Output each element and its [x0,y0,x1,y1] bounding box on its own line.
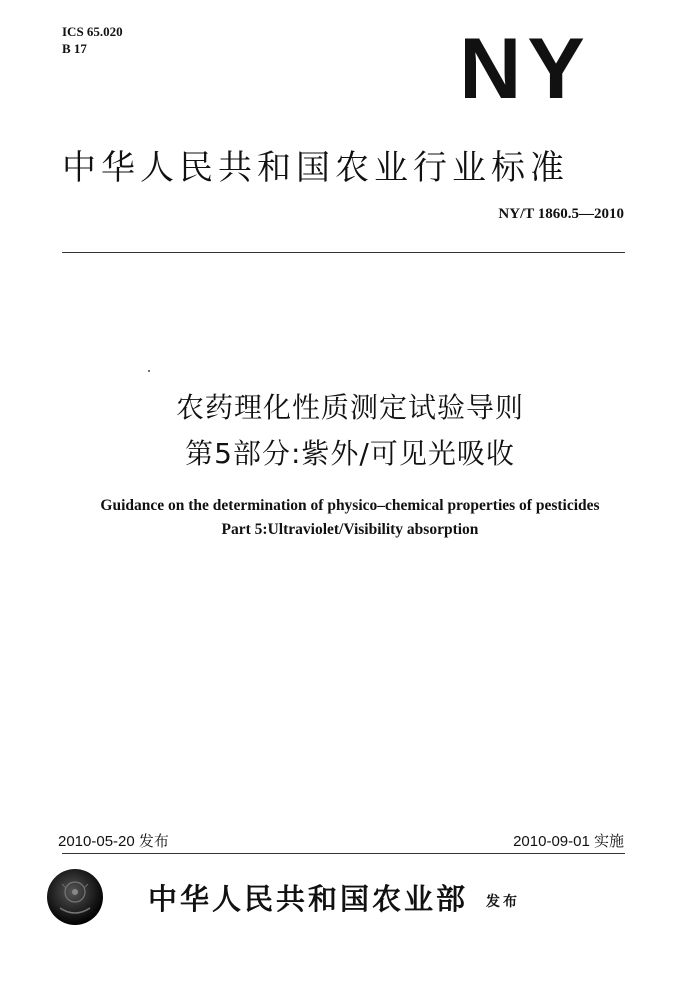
ics-code: ICS 65.020 [62,24,123,39]
chinese-title-line1: 农药理化性质测定试验导则 [175,391,524,424]
publish-label: 发布 [486,894,520,910]
issue-date: 2010-05-20 发布 [58,833,169,850]
national-emblem-icon [46,868,104,926]
header-divider [62,252,625,253]
ny-logo [455,28,595,108]
issuing-ministry: 中华人民共和国农业部 [148,882,469,916]
standard-number: NY/T 1860.5—2010 [498,206,624,222]
implementation-date: 2010-09-01 实施 [513,833,624,850]
standard-category-title: 中华人民共和国农业行业标准 [62,148,569,188]
chinese-title-line2: 第5部分:紫外/可见光吸收 [185,437,515,470]
english-title-line1: Guidance on the determination of physico–chemical properties of pesticides [100,497,600,514]
speck [148,370,150,372]
footer-divider [62,853,625,854]
ny-logo-text: NY [459,28,591,108]
ccs-code: B 17 [62,41,87,56]
english-title-line2: Part 5:Ultraviolet/Visibility absorption [221,521,479,538]
classification-codes [62,23,123,57]
